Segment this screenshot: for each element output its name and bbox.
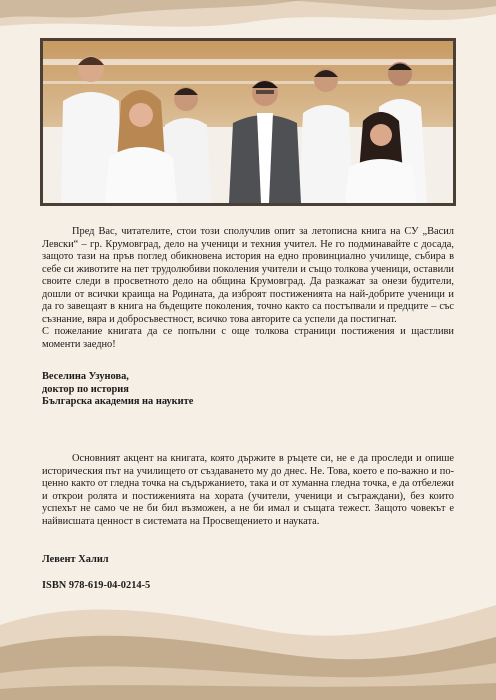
- signature-title: доктор по история: [42, 383, 129, 395]
- intro-paragraph: Пред Вас, читателите, стои този сполучлив опит за летописна книга на СУ „Васил Левски“ – гр. Крумовград, дело на ученици и техния учител. Не го подминавайте с досада, защото тази на пръв поглед обикновена история на едно провинциално училище, събира в себе си животите на пет трудолюбиви поколения учители и също толкова ученици, оставили своите следи в просветното дело на община Крумовград. Да разкажат за онези будители, дошли от всички краища на Родината, да изброят постиженията на най-добрите ученици и да го завещаят в книга на бъдещите поколения, точно както са постъпвали и предците – със съзнание, вяра и добросъвестност, всичко това авторите са успели да постигнат.: [42, 226, 454, 325]
- group-photo: [43, 41, 453, 203]
- author-name: Левент Халил: [42, 554, 109, 565]
- top-wave-decoration: [0, 0, 496, 40]
- signature-org: Българска академия на науките: [42, 396, 194, 408]
- bottom-wave-decoration: [0, 585, 496, 700]
- wish-paragraph: С пожелание книгата да се попълни с още толкова страници постижения и щастливи моменти заедно!: [42, 326, 454, 350]
- main-paragraph: Основният акцент на книгата, която държите в ръцете си, не е да проследи и опише историческия път на училището от създаването му до днес. Не. Това, което е по-важно и по-ценно както от гледна точка на съдържанието, така и от хуманна гледна точка, е да отбележи и открои ролята и постиженията на хората (учители, ученици и съграждани), без които успехът не само че не би бил възможен, а не би имал и същата тежест. Защото човекът е найвисшата ценност в системата на Просвещението и науката.: [42, 453, 454, 527]
- signature-block: [42, 371, 193, 409]
- group-photo-frame: [40, 38, 456, 206]
- isbn-number: ISBN 978-619-04-0214-5: [42, 580, 151, 591]
- signature-name: Веселина Узунова,: [42, 371, 129, 382]
- intro-section: [42, 226, 454, 351]
- main-section: [42, 453, 454, 528]
